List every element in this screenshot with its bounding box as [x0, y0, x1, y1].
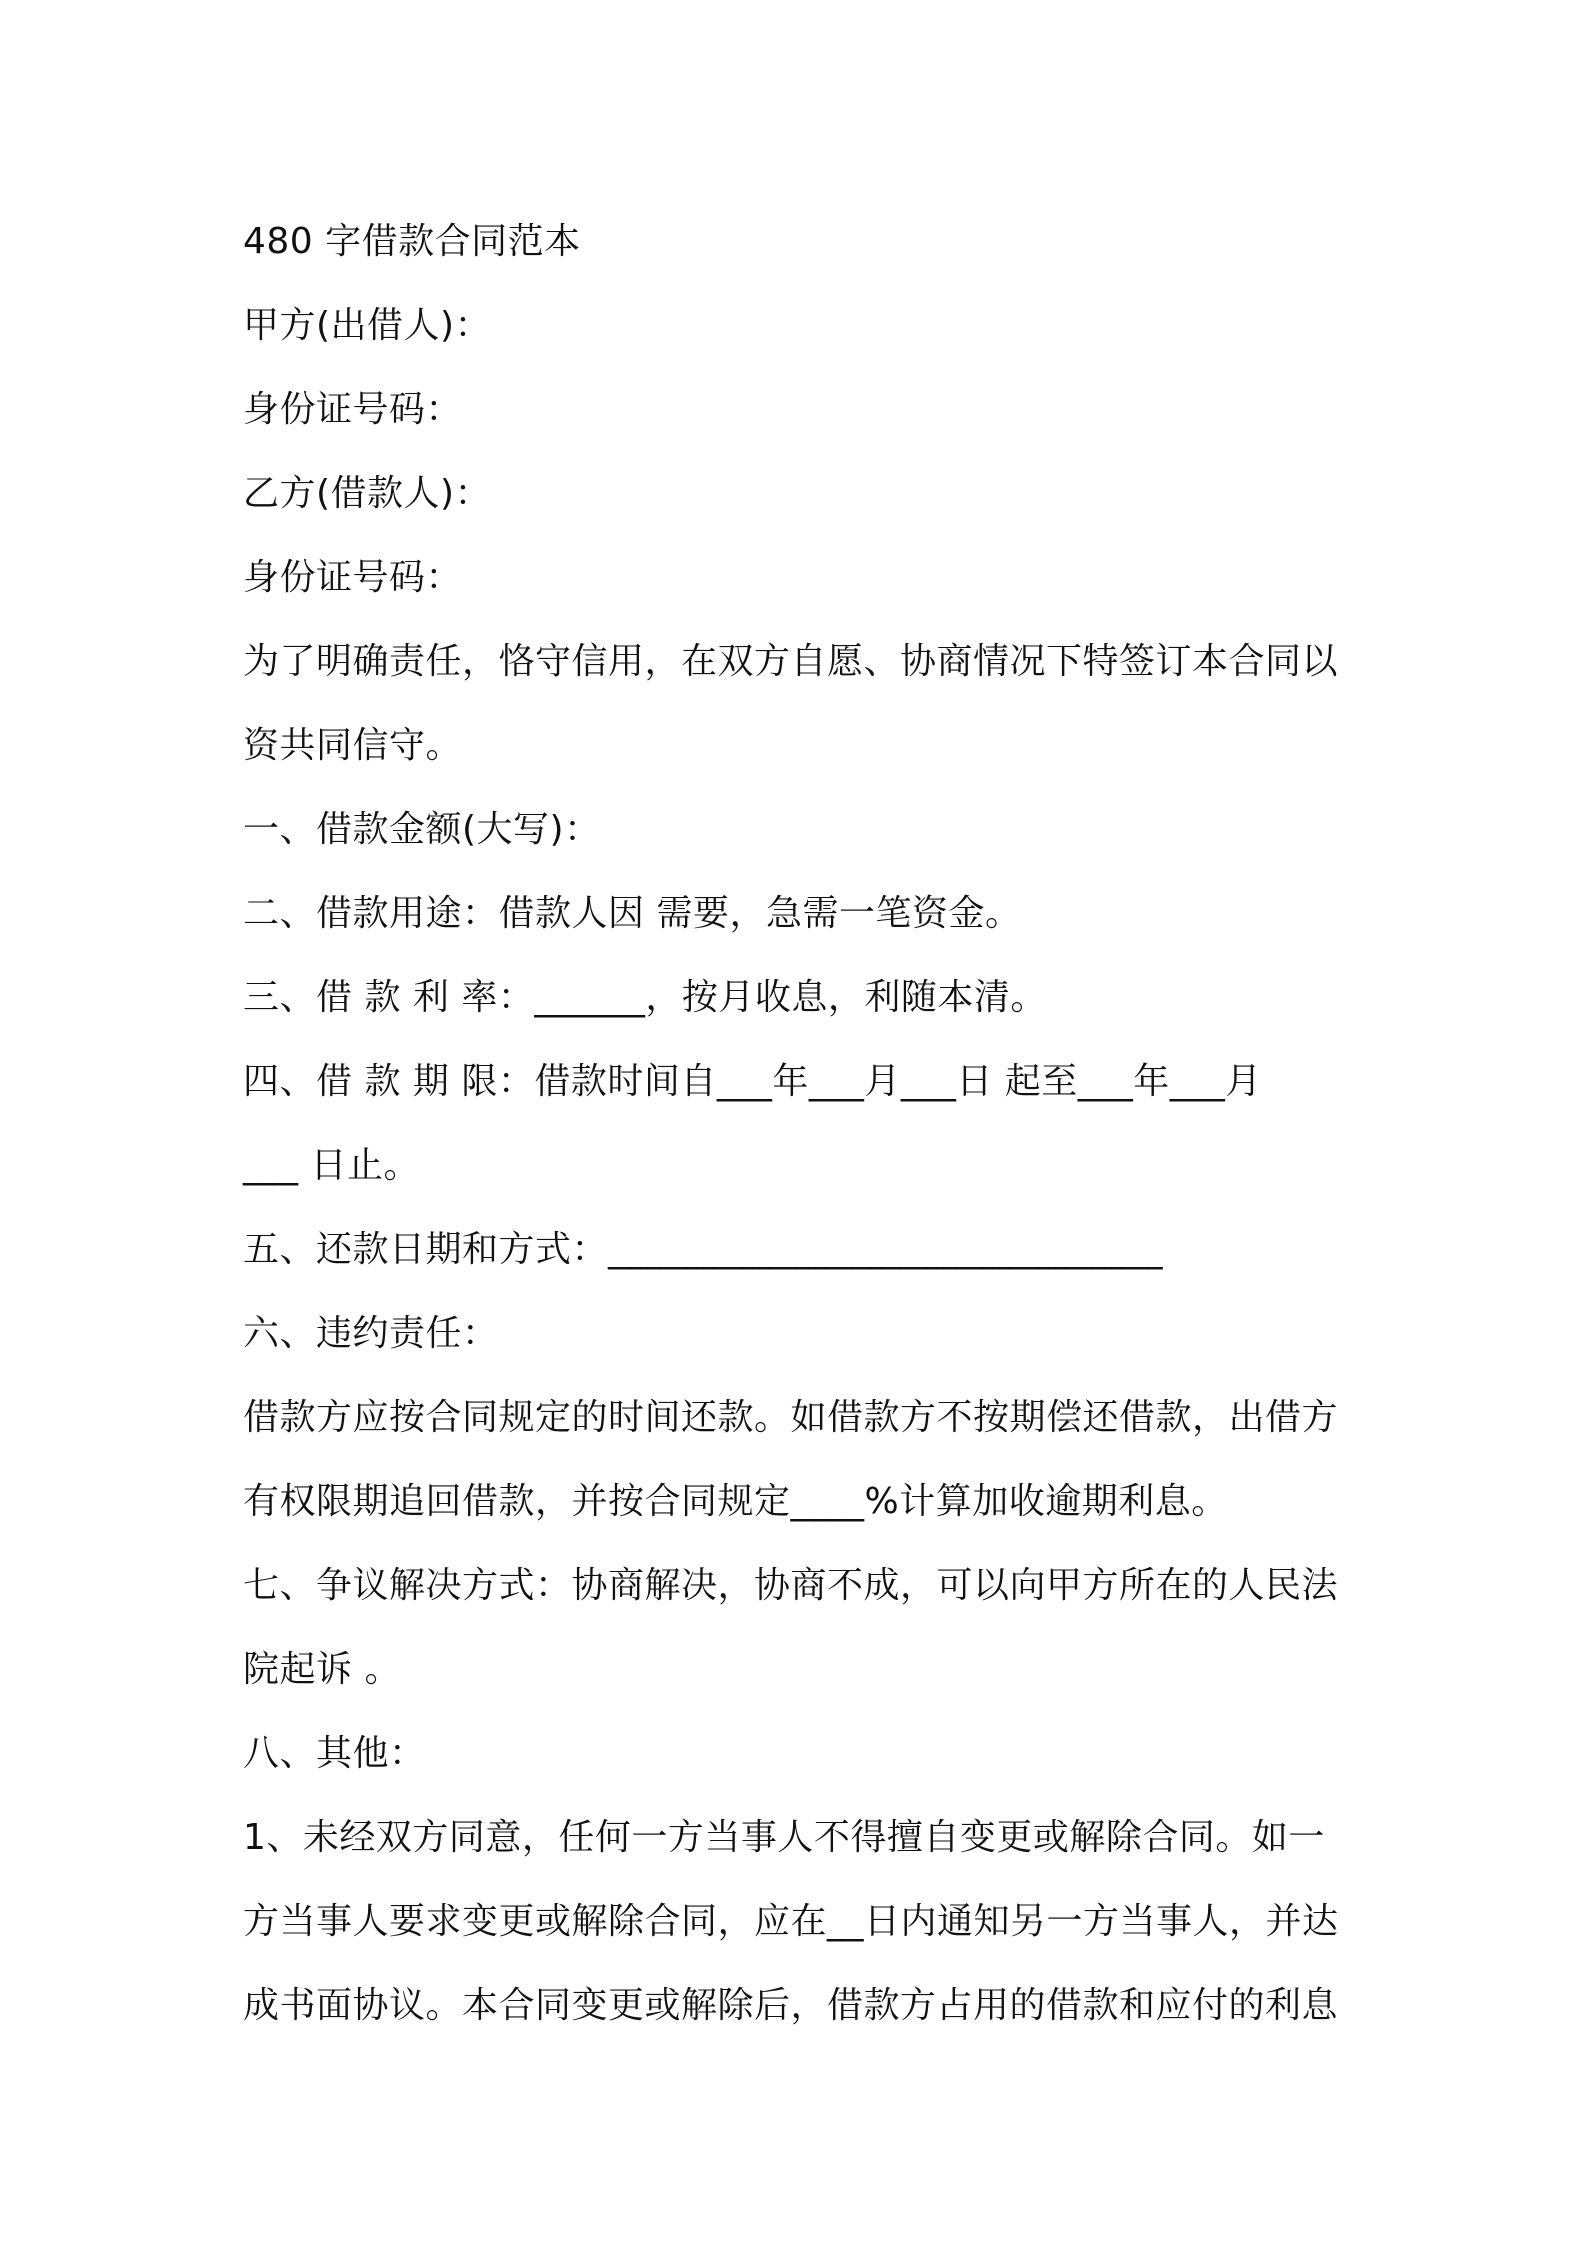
borrower-id-line: 身份证号码：: [243, 557, 463, 598]
clause-6-text-line-2: 有权限期追回借款，并按合同规定____%计算加收逾期利息。: [243, 1481, 1228, 1522]
clause-3-rate: 三、借 款 利 率：______，按月收息，利随本清。: [243, 977, 1047, 1018]
contract-body: [243, 200, 1363, 2048]
clause-1-amount: 一、借款金额(大写)：: [243, 809, 601, 850]
clause-5-repayment: 五、还款日期和方式：______________________________: [243, 1229, 1164, 1270]
document-title: 480 字借款合同范本: [243, 221, 581, 262]
preamble-line-2: 资共同信守。: [243, 725, 463, 766]
clause-8-other: 八、其他：: [243, 1733, 426, 1774]
borrower-line: 乙方(借款人)：: [243, 473, 492, 514]
lender-id-line: 身份证号码：: [243, 389, 463, 430]
preamble-line-1: 为了明确责任，恪守信用，在双方自愿、协商情况下特签订本合同以: [243, 641, 1339, 682]
clause-7-dispute-line-1: 七、争议解决方式：协商解决，协商不成，可以向甲方所在的人民法: [243, 1565, 1339, 1606]
clause-4-term-line-2: ___ 日止。: [243, 1145, 420, 1186]
clause-6-liability: 六、违约责任：: [243, 1313, 499, 1354]
clause-6-text-line-1: 借款方应按合同规定的时间还款。如借款方不按期偿还借款，出借方: [243, 1397, 1339, 1438]
clause-7-dispute-line-2: 院起诉 。: [243, 1649, 401, 1690]
clause-8-item-1-line-2: 方当事人要求变更或解除合同，应在__日内通知另一方当事人，并达: [243, 1901, 1339, 1942]
clause-8-item-1-line-3: 成书面协议。本合同变更或解除后，借款方占用的借款和应付的利息: [243, 1985, 1339, 2026]
clause-8-item-1-line-1: 1、未经双方同意，任何一方当事人不得擅自变更或解除合同。如一: [243, 1817, 1325, 1858]
clause-2-purpose: 二、借款用途：借款人因 需要，急需一笔资金。: [243, 893, 1022, 934]
clause-4-term-line-1: 四、借 款 期 限：借款时间自___年___月___日 起至___年___月: [243, 1061, 1262, 1102]
lender-line: 甲方(出借人)：: [243, 305, 492, 346]
